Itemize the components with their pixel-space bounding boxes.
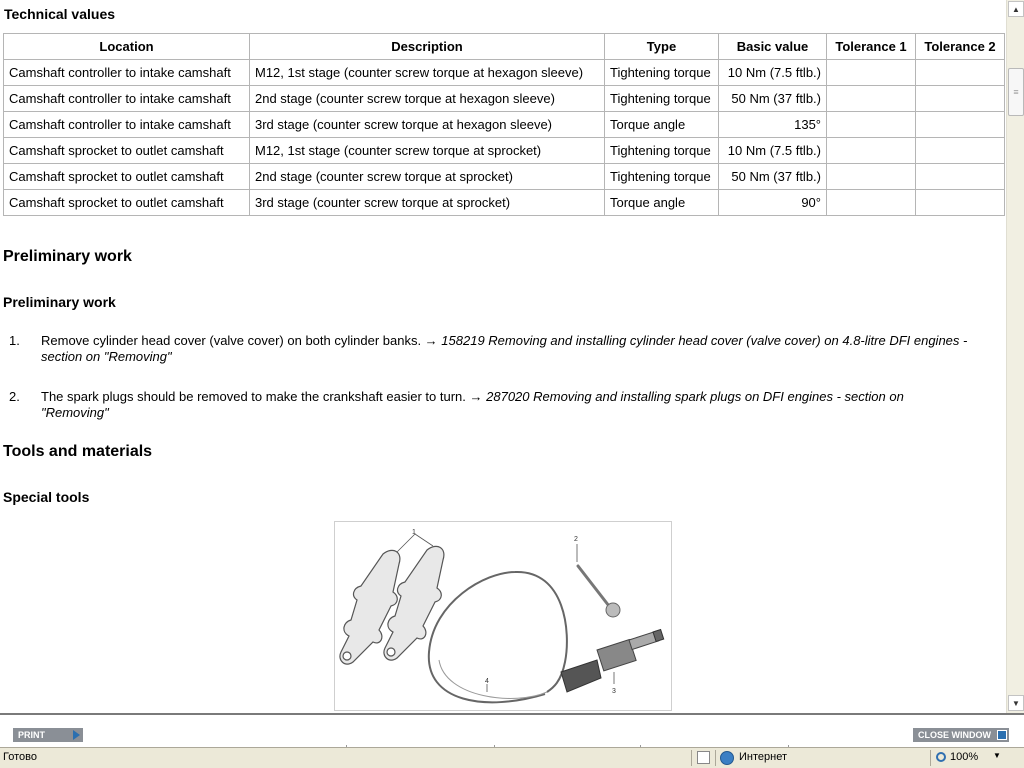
cell-tolerance-1 [827, 112, 916, 138]
cell-basic-value: 50 Nm (37 ftlb.) [719, 164, 827, 190]
col-basic-value: Basic value [719, 34, 827, 60]
cell-tolerance-2 [916, 86, 1005, 112]
cell-basic-value: 50 Nm (37 ftlb.) [719, 86, 827, 112]
figure-label-1: 1 [412, 529, 416, 536]
step-text: Remove cylinder head cover (valve cover) on both cylinder banks. → [41, 333, 442, 348]
cell-description: M12, 1st stage (counter screw torque at hexagon sleeve) [250, 60, 605, 86]
grip-icon: ≡ [1013, 87, 1019, 97]
cell-location: Camshaft controller to intake camshaft [4, 112, 250, 138]
triangle-up-icon: ▲ [1012, 4, 1020, 14]
document-bottom-bar [0, 713, 1024, 747]
cell-tolerance-1 [827, 190, 916, 216]
col-description: Description [250, 34, 605, 60]
browser-status-bar [0, 747, 1024, 768]
special-tools-illustration [335, 522, 671, 710]
col-location: Location [4, 34, 250, 60]
cell-type: Tightening torque [605, 86, 719, 112]
cell-basic-value: 10 Nm (7.5 ftlb.) [719, 60, 827, 86]
cell-type: Torque angle [605, 190, 719, 216]
col-type: Type [605, 34, 719, 60]
cell-location: Camshaft controller to intake camshaft [4, 86, 250, 112]
technical-values-heading: Technical values [4, 6, 116, 22]
triangle-down-icon: ▼ [1012, 698, 1020, 708]
table-row [4, 86, 1005, 112]
step-reference-link[interactable]: 287020 Removing and installing spark plugs on DFI engines - section on "Removing" [41, 389, 904, 420]
step-text: The spark plugs should be removed to make the crankshaft easier to turn. → [41, 389, 487, 404]
cell-type: Tightening torque [605, 60, 719, 86]
cell-basic-value: 135° [719, 112, 827, 138]
cell-type: Tightening torque [605, 164, 719, 190]
table-header-row [4, 34, 1005, 60]
square-icon [997, 730, 1007, 740]
step-item [9, 333, 969, 365]
security-zone-label: Интернет [739, 751, 787, 763]
table-row [4, 112, 1005, 138]
cell-description: 2nd stage (counter screw torque at hexagon sleeve) [250, 86, 605, 112]
cell-description: 3rd stage (counter screw torque at hexagon sleeve) [250, 112, 605, 138]
cell-description: 3rd stage (counter screw torque at sprocket) [250, 190, 605, 216]
divider [715, 750, 716, 766]
cell-tolerance-2 [916, 112, 1005, 138]
preliminary-work-subheading: Preliminary work [3, 294, 116, 310]
divider [930, 750, 931, 766]
vertical-scrollbar[interactable] [1006, 0, 1024, 713]
scroll-up-button[interactable] [1008, 1, 1024, 17]
cell-basic-value: 10 Nm (7.5 ftlb.) [719, 138, 827, 164]
cell-description: 2nd stage (counter screw torque at sprocket) [250, 164, 605, 190]
tool-3-adapter [561, 630, 664, 692]
cell-tolerance-1 [827, 60, 916, 86]
cell-tolerance-1 [827, 164, 916, 190]
step-item [9, 389, 969, 421]
figure-label-2: 2 [574, 536, 578, 543]
col-tolerance-1: Tolerance 1 [827, 34, 916, 60]
cell-tolerance-2 [916, 190, 1005, 216]
step-number: 2. [9, 389, 20, 404]
tools-materials-heading: Tools and materials [3, 443, 153, 460]
status-text: Готово [3, 751, 37, 763]
figure-label-4: 4 [485, 678, 489, 685]
arrow-right-icon [73, 730, 80, 740]
cell-tolerance-2 [916, 60, 1005, 86]
table-row [4, 60, 1005, 86]
tool-1-camshaft-holders [340, 546, 444, 664]
cell-location: Camshaft sprocket to outlet camshaft [4, 138, 250, 164]
table-row [4, 138, 1005, 164]
cell-type: Torque angle [605, 112, 719, 138]
chevron-down-icon[interactable]: ▼ [993, 751, 1001, 760]
cell-tolerance-1 [827, 86, 916, 112]
print-button[interactable] [13, 728, 83, 742]
globe-icon [720, 751, 734, 765]
cell-tolerance-2 [916, 164, 1005, 190]
close-window-label: CLOSE WINDOW [918, 730, 991, 740]
page-icon [697, 751, 710, 764]
special-tools-subheading: Special tools [3, 489, 90, 505]
tool-4-cable [429, 572, 567, 702]
step-number: 1. [9, 333, 20, 348]
cell-description: M12, 1st stage (counter screw torque at sprocket) [250, 138, 605, 164]
figure-label-3: 3 [612, 688, 616, 695]
cell-location: Camshaft controller to intake camshaft [4, 60, 250, 86]
close-window-button[interactable] [913, 728, 1009, 742]
table-row [4, 190, 1005, 216]
divider [691, 750, 692, 766]
scroll-down-button[interactable] [1008, 695, 1024, 711]
cell-type: Tightening torque [605, 138, 719, 164]
cell-tolerance-2 [916, 138, 1005, 164]
zoom-level[interactable]: 100% [950, 751, 979, 763]
cell-basic-value: 90° [719, 190, 827, 216]
technical-values-table [3, 33, 1005, 216]
table-row [4, 164, 1005, 190]
preliminary-work-heading: Preliminary work [3, 248, 132, 265]
special-tools-figure [334, 521, 672, 711]
print-button-label: PRINT [18, 730, 45, 740]
tool-2-pin [578, 566, 620, 617]
scroll-thumb[interactable] [1008, 68, 1024, 116]
cell-location: Camshaft sprocket to outlet camshaft [4, 190, 250, 216]
step-reference-link[interactable]: 158219 Removing and installing cylinder head cover (valve cover) on 4.8-litre DFI engines - section on "Removing" [41, 333, 968, 364]
magnifier-icon [936, 752, 946, 762]
col-tolerance-2: Tolerance 2 [916, 34, 1005, 60]
cell-tolerance-1 [827, 138, 916, 164]
cell-location: Camshaft sprocket to outlet camshaft [4, 164, 250, 190]
